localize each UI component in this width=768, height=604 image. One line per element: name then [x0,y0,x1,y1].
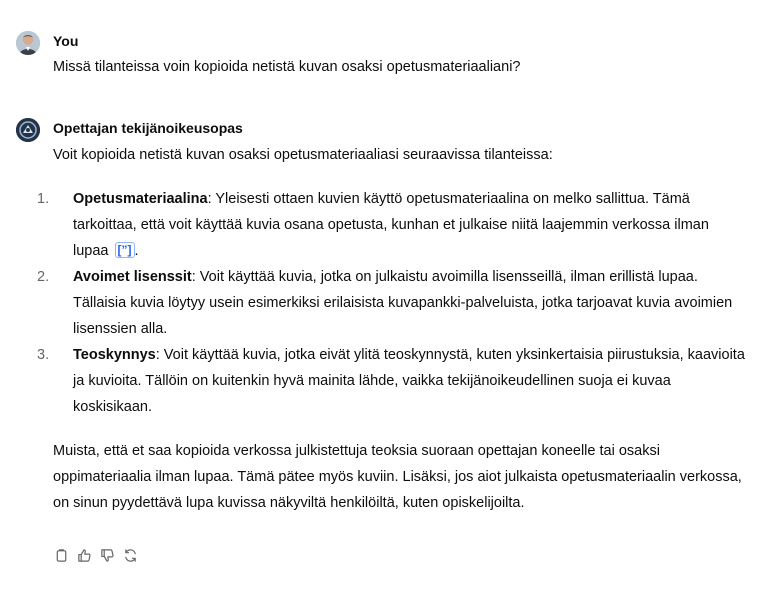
list-item-number: 3. [37,347,50,363]
assistant-avatar [16,118,40,142]
assistant-message-body [37,142,748,516]
list-item-title: Opetusmateriaalina [73,191,208,207]
list-item-title: Avoimet lisenssit [73,269,192,285]
list-item-end: . [134,243,139,259]
list-item [37,342,748,420]
assistant-list [37,186,748,420]
citation-link[interactable]: [”] [115,242,135,258]
user-avatar [16,31,40,55]
copy-icon[interactable] [54,548,69,563]
message-actions [54,548,138,563]
regenerate-icon[interactable] [123,548,138,563]
list-item-text: : Yleisesti ottaen kuvien käyttö opetusmateriaalina on melko sallittua. Tämä tarkoittaa, että voit käyttää kuvia osana opetusta, kunhan et julkaise niitä laajemmin verkossa ilman lupaa [73,191,709,259]
thumbs-up-icon[interactable] [77,548,92,563]
list-item-title: Teoskynnys [73,347,156,363]
user-author-name: You [53,33,79,49]
thumbs-down-icon[interactable] [100,548,115,563]
list-item-number: 1. [37,191,50,207]
assistant-author-name: Opettajan tekijänoikeusopas [53,120,243,136]
list-item [37,186,748,264]
list-item-text: : Voit käyttää kuvia, jotka on julkaistu avoimilla lisensseillä, ilman erillistä lupaa. Tällaisia kuvia löytyy usein esimerkiksi erilaisista kuvapankki-palveluista, jotka tarjoavat kuvia avoimien lisenssien alla. [73,269,733,337]
user-message-text [53,54,748,80]
user-message-paragraph: Missä tilanteissa voin kopioida netistä kuvan osaksi opetusmateriaaliani? [53,59,521,75]
list-item-number: 2. [37,269,50,285]
assistant-intro: Voit kopioida netistä kuvan osaksi opetusmateriaaliasi seuraavissa tilanteissa: [53,147,553,163]
assistant-closing: Muista, että et saa kopioida verkossa julkistettuja teoksia suoraan opettajan koneelle tai osaksi oppimateriaalia ilman lupaa. Tämä pätee myös kuviin. Lisäksi, jos aiot julkaista opetusmateriaalin verkossa, on sinun pyydettävä lupa kuvissa näkyviltä henkilöiltä, kuten opiskelijoilta. [53,443,742,511]
list-item-text: : Voit käyttää kuvia, jotka eivät ylitä teoskynnystä, kuten yksinkertaisia piirustuksia, kaavioita ja kuvioita. Tällöin on kuitenkin hyvä mainita lähde, vaikka tekijänoikeudellinen suoja ei kuvaa koskisikaan. [73,347,745,415]
list-item [37,264,748,342]
